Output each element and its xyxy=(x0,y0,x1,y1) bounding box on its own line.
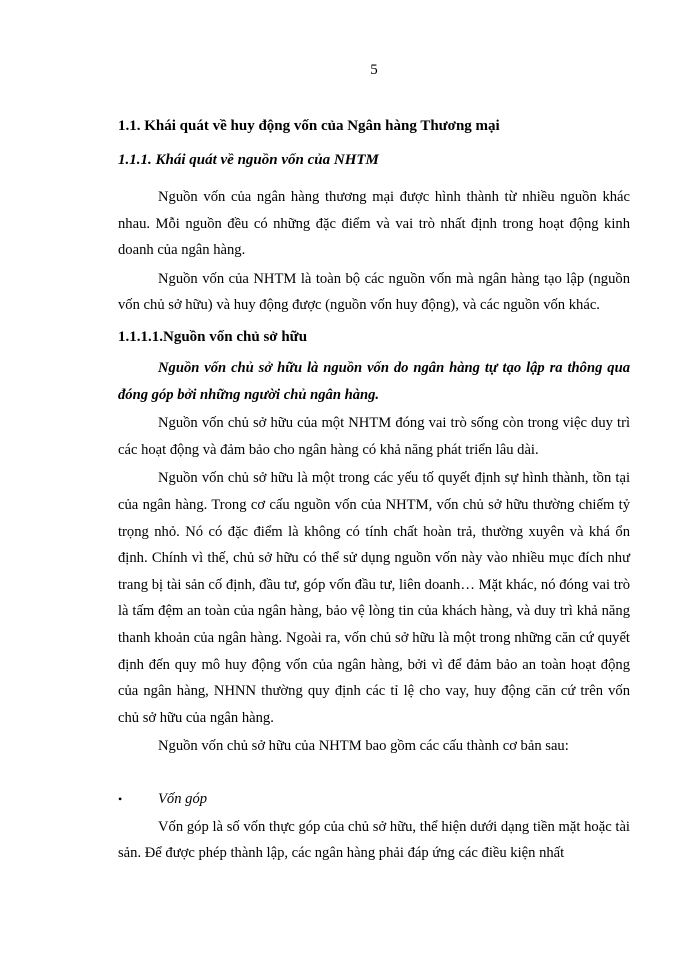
paragraph-last: Vốn góp là số vốn thực góp của chủ sở hữu, thể hiện dưới dạng tiền mặt hoặc tài sản. Để được phép thành lập, các ngân hàng phải đáp ứng các điều kiện nhất xyxy=(118,818,630,862)
bullet-item xyxy=(118,786,630,812)
heading-3: 1.1.1.1.Nguồn vốn chủ sở hữu xyxy=(118,328,308,345)
paragraph-intro-1: Nguồn vốn của ngân hàng thương mại được hình thành từ nhiều nguồn khác nhau. Mỗi nguồn đều có những đặc điểm và vai trò nhất định trong hoạt động kinh doanh của ngân hàng. xyxy=(118,189,630,259)
bullet-label: Vốn góp xyxy=(158,790,208,807)
heading-2: 1.1.1. Khái quát về nguồn vốn của NHTM xyxy=(118,152,379,168)
paragraph-body-1: Nguồn vốn chủ sở hữu của một NHTM đóng vai trò sống còn trong việc duy trì các hoạt động và đảm bảo cho ngân hàng có khả năng phát triển lâu dài. xyxy=(118,415,630,458)
definition-paragraph: Nguồn vốn chủ sở hữu là nguồn vốn do ngân hàng tự tạo lập ra thông qua đóng góp bởi những người chủ ngân hàng. xyxy=(118,359,630,403)
page-content xyxy=(118,112,630,867)
paragraph-body-2: Nguồn vốn chủ sở hữu là một trong các yếu tố quyết định sự hình thành, tồn tại của ngân hàng. Trong cơ cấu nguồn vốn của NHTM, vốn chủ sở hữu thường chiếm tỷ trọng nhỏ. Nó có đặc điểm là không có tính chất hoàn trả, thường xuyên và khá ổn định. Chính vì thế, chủ sở hữu có thể sử dụng nguồn vốn này vào nhiều mục đích như trang bị tài sản cố định, đầu tư, góp vốn đầu tư, liên doanh… Mặt khác, nó đóng vai trò là tấm đệm an toàn của ngân hàng, bảo vệ lòng tin của khách hàng, và duy trì khả năng thanh khoản của ngân hàng. Ngoài ra, vốn chủ sở hữu là một trong những căn cứ quyết định đến quy mô huy động vốn của ngân hàng, bởi vì để đảm bảo an toàn hoạt động của ngân hàng, NHNN thường quy định các tỉ lệ cho vay, huy động căn cứ trên vốn chủ sở hữu của ngân hàng. xyxy=(118,470,630,726)
paragraph-body-3: Nguồn vốn chủ sở hữu của NHTM bao gồm các cấu thành cơ bản sau: xyxy=(158,738,569,755)
bullet-icon: • xyxy=(118,791,123,806)
page-number: 5 xyxy=(370,62,378,78)
paragraph-intro-2: Nguồn vốn của NHTM là toàn bộ các nguồn vốn mà ngân hàng tạo lập (nguồn vốn chủ sở hữu) và huy động được (nguồn vốn huy động), và các nguồn vốn khác. xyxy=(118,270,630,314)
heading-1: 1.1. Khái quát về huy động vốn của Ngân hàng Thương mại xyxy=(118,118,500,134)
